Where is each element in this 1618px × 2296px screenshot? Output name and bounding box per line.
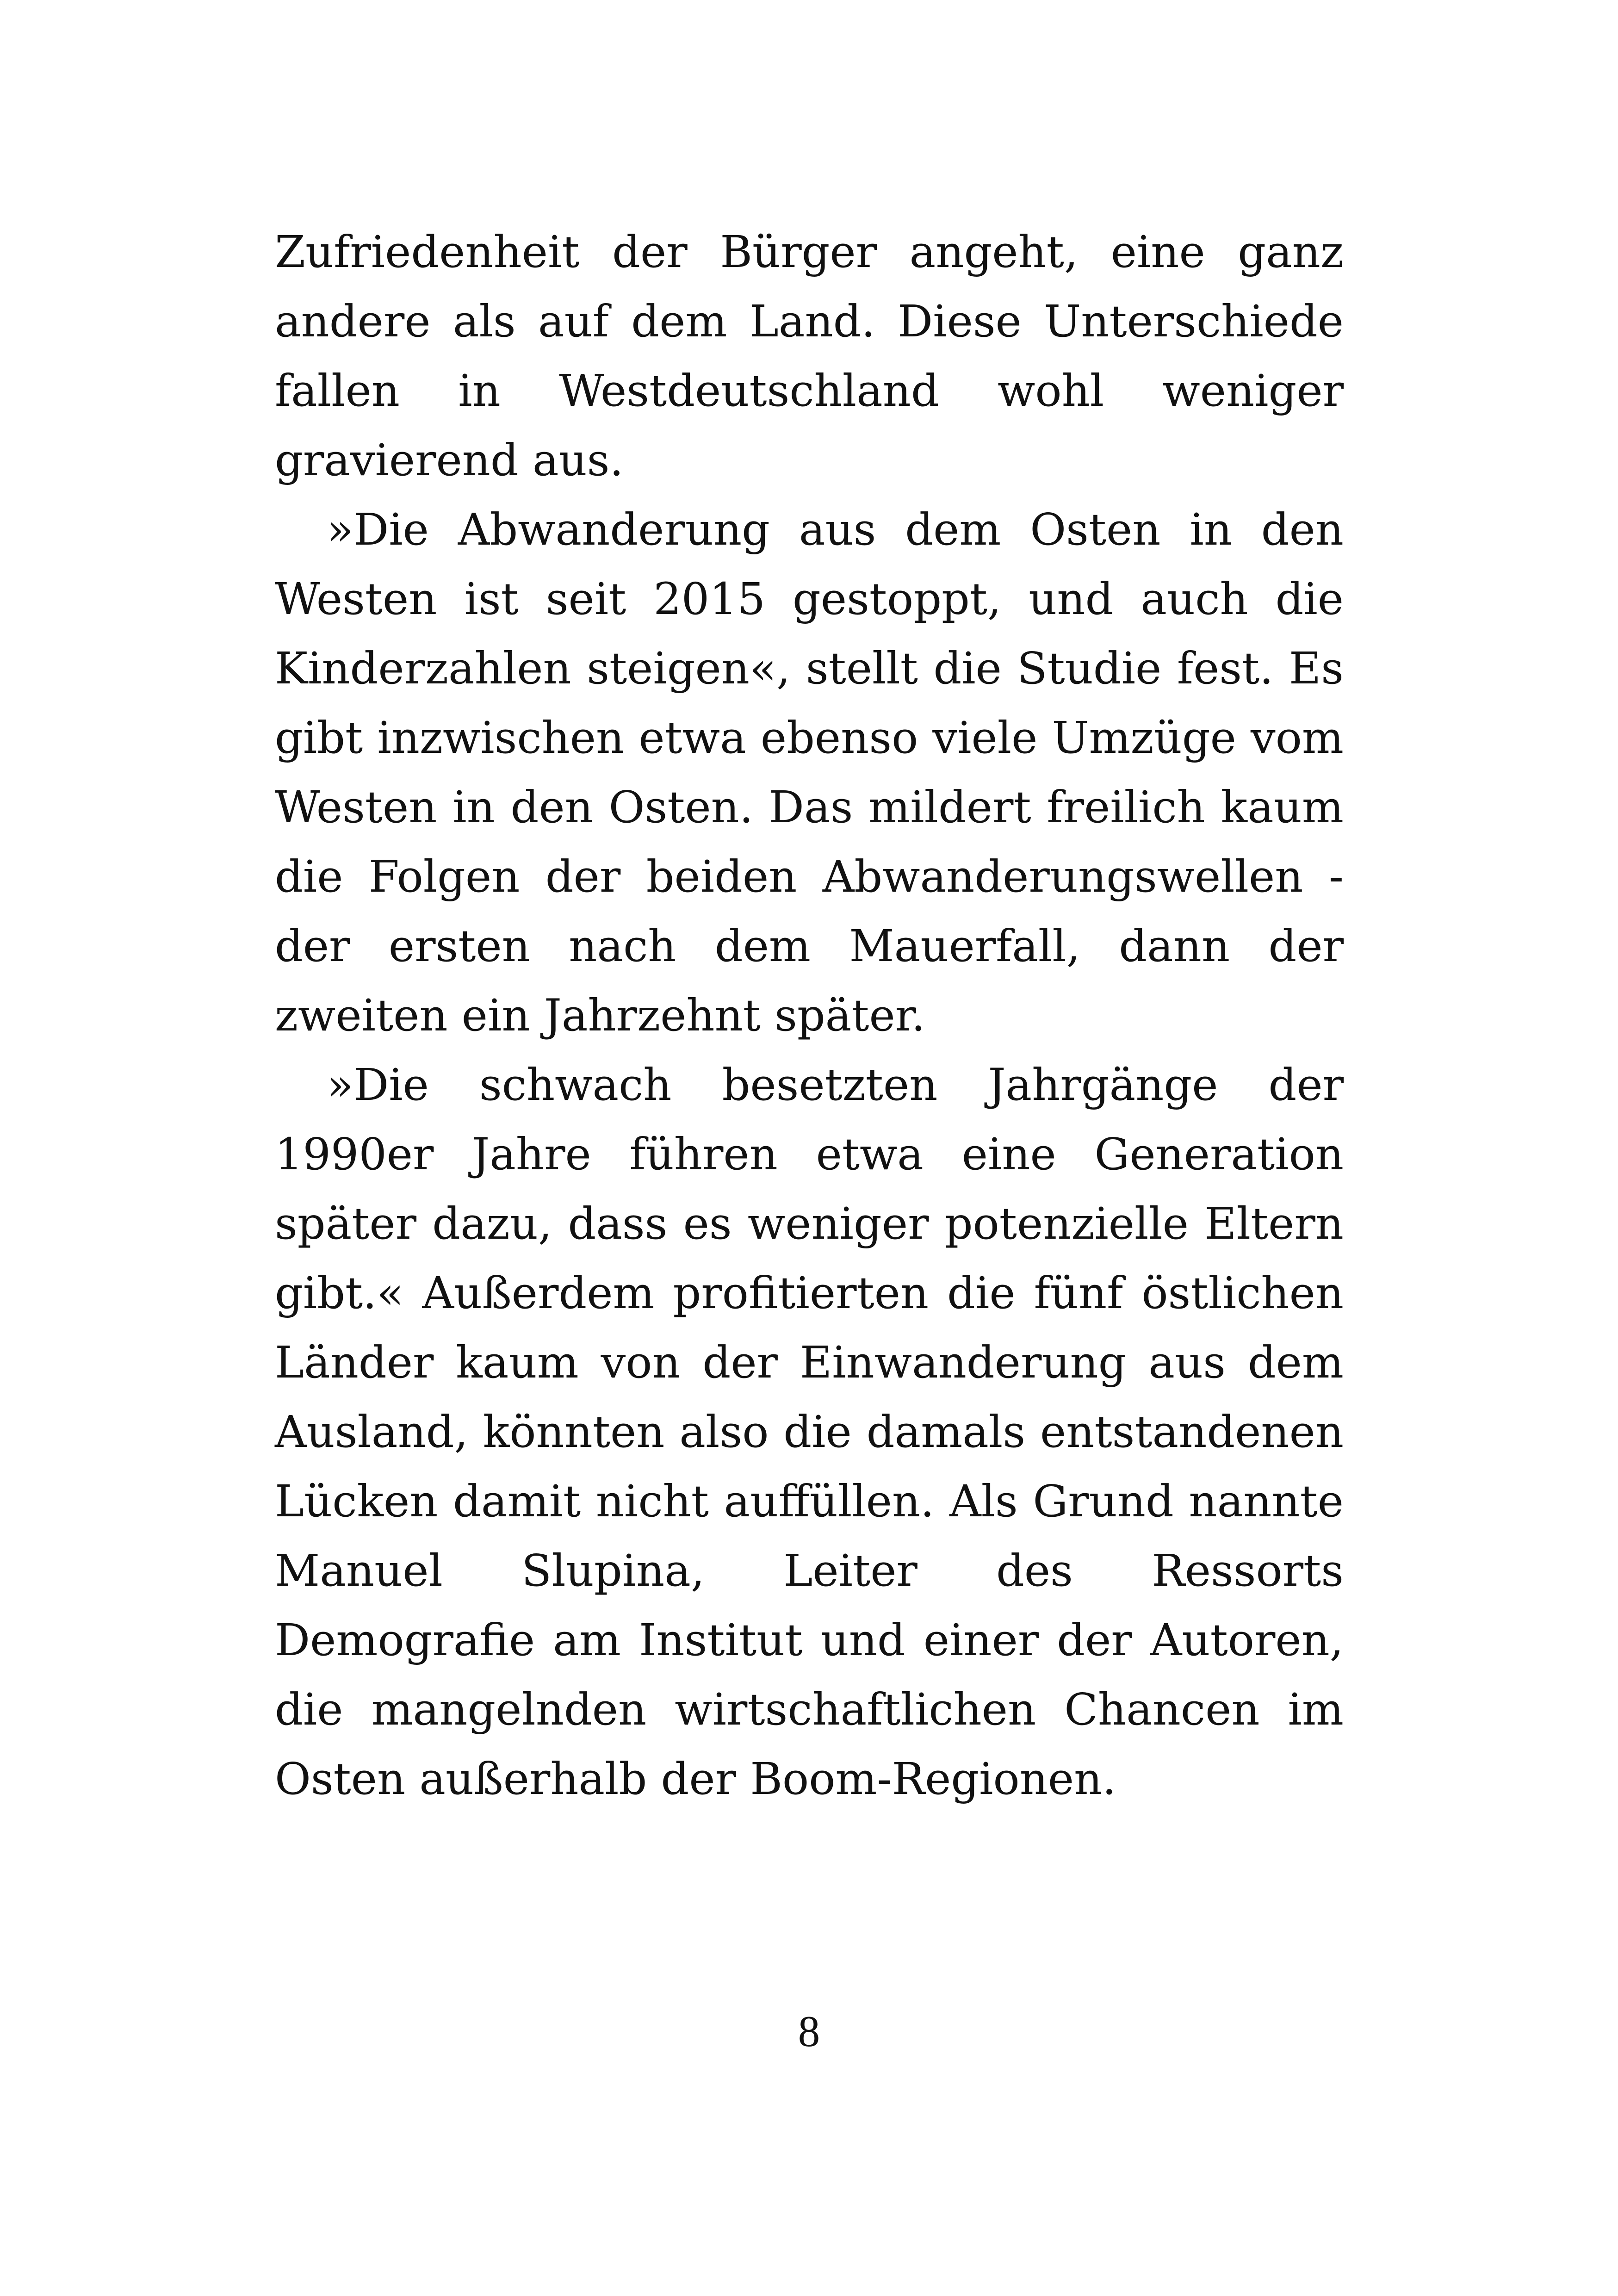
paragraph-abwanderung: »Die Abwanderung aus dem Osten in den Westen ist seit 2015 gestoppt, und auch die Kinderzahlen steigen«, stellt die Studie fest. Es gibt inzwischen etwa ebenso viele Umzüge vom Westen in den Osten. Das mildert freilich kaum die Folgen der beiden Abwanderungswellen - der ersten nach dem Mauerfall, dann der zweiten ein Jahrzehnt später.: [275, 504, 1344, 1041]
paragraph-jahrgaenge: »Die schwach besetzten Jahrgänge der 1990er Jahre führen etwa eine Generation später dazu, dass es weniger potenzielle Eltern gibt.« Außerdem profitierten die fünf östlichen Länder kaum von der Einwanderung aus dem Ausland, könnten also die damals entstandenen Lücken damit nicht auffüllen. Als Grund nannte Manuel Slupina, Leiter des Ressorts Demografie am Institut und einer der Autoren, die mangelnden wirtschaftlichen Chancen im Osten außerhalb der Boom-Regionen.: [275, 1060, 1344, 1805]
paragraph-continued: Zufriedenheit der Bürger angeht, eine ganz andere als auf dem Land. Diese Unterschiede fallen in Westdeutschland wohl weniger gravierend aus.: [275, 227, 1344, 486]
page-number: 8: [798, 2007, 820, 2056]
body-text: [275, 217, 1344, 1814]
